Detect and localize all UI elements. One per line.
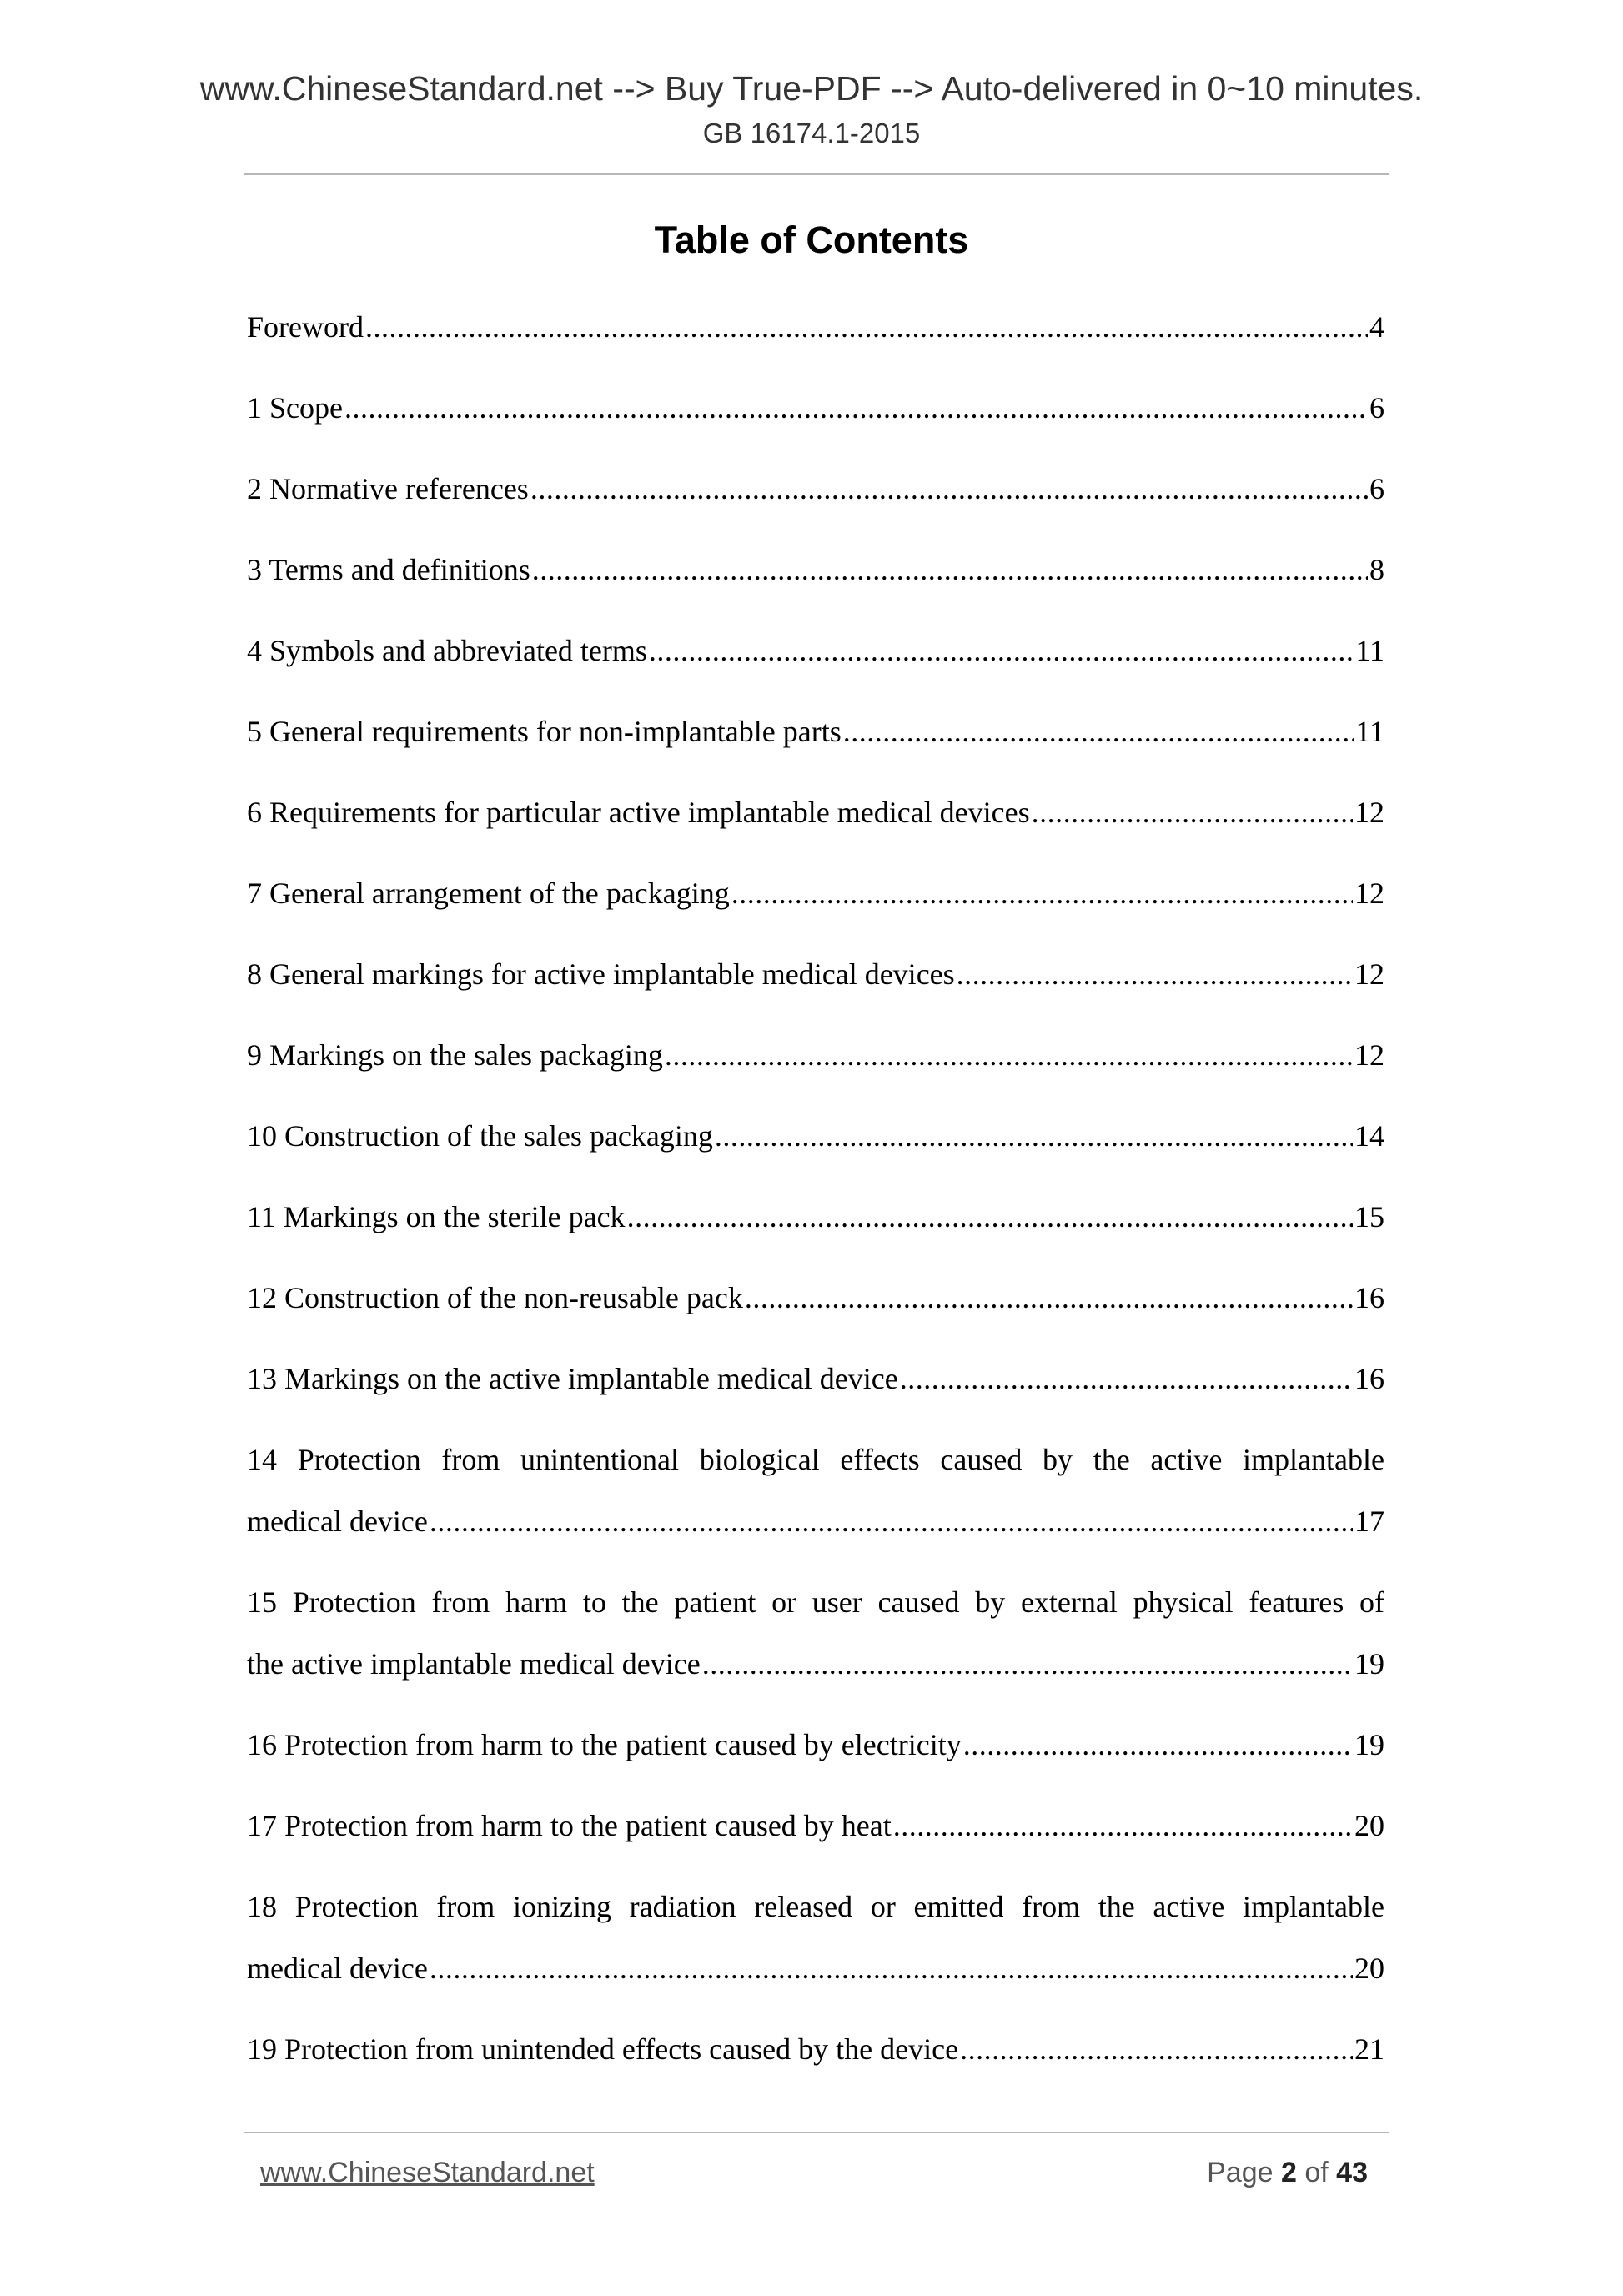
- footer-divider: [244, 2132, 1389, 2133]
- dot-leader: [649, 629, 1354, 672]
- toc-entry-row: [247, 2027, 1384, 2071]
- toc-entry-row: [247, 1500, 1384, 1543]
- dot-leader: [627, 1195, 1353, 1238]
- toc-entry[interactable]: [247, 952, 1384, 996]
- toc-entry-title: 16 Protection from harm to the patient caused by electricity: [247, 1728, 962, 1761]
- toc-entry[interactable]: [247, 386, 1384, 430]
- dot-leader: [963, 1723, 1353, 1766]
- dot-leader: [532, 548, 1368, 591]
- toc-entry-page-number: 12: [1354, 1038, 1384, 1072]
- toc-entry[interactable]: [247, 305, 1384, 349]
- toc-entry-page-number: 4: [1369, 310, 1384, 344]
- dot-leader: [715, 1114, 1353, 1158]
- toc-entry[interactable]: [247, 629, 1384, 672]
- toc-entry-title: the active implantable medical device: [247, 1647, 701, 1681]
- toc-entry-title: 8 General markings for active implantable medical devices: [247, 957, 955, 991]
- toc-entry-row: [247, 1723, 1384, 1766]
- toc-entry-page-number: 20: [1354, 1952, 1384, 1985]
- toc-entry[interactable]: [247, 1723, 1384, 1766]
- toc-entry-page-number: 19: [1354, 1728, 1384, 1761]
- dot-leader: [1032, 791, 1353, 834]
- toc-entry-row: [247, 548, 1384, 591]
- toc-entry-text-line: 15 Protection from harm to the patient or user caused by external physical features of: [247, 1585, 1384, 1619]
- toc-entry-page-number: 11: [1355, 634, 1384, 667]
- toc-entry[interactable]: [247, 467, 1384, 510]
- toc-entry-row: [247, 791, 1384, 834]
- toc-entry-page-number: 6: [1369, 472, 1384, 505]
- toc-entry[interactable]: [247, 791, 1384, 834]
- toc-entry-title: 2 Normative references: [247, 472, 529, 505]
- dot-leader: [430, 1500, 1353, 1543]
- toc-entry-page-number: 16: [1354, 1281, 1384, 1314]
- dot-leader: [530, 467, 1368, 510]
- page-current: 2: [1280, 2157, 1297, 2188]
- toc-entry-text-line: 18 Protection from ionizing radiation released or emitted from the active implantable: [247, 1890, 1384, 1923]
- toc-entry-page-number: 12: [1354, 877, 1384, 910]
- toc-entry-page-number: 19: [1354, 1647, 1384, 1681]
- table-of-contents: [247, 305, 1384, 2108]
- toc-entry-row: [247, 1114, 1384, 1158]
- dot-leader: [665, 1033, 1353, 1077]
- toc-entry-page-number: 12: [1354, 957, 1384, 991]
- toc-entry-title: 1 Scope: [247, 391, 343, 425]
- toc-entry-page-number: 14: [1354, 1119, 1384, 1153]
- toc-entry-row: [247, 952, 1384, 996]
- header-banner: www.ChineseStandard.net --> Buy True-PDF --> Auto-delivered in 0~10 minutes.: [199, 69, 1424, 108]
- toc-entry-page-number: 11: [1355, 715, 1384, 748]
- toc-entry-title: medical device: [247, 1505, 428, 1538]
- toc-entry-page-number: 17: [1354, 1505, 1384, 1538]
- dot-leader: [365, 305, 1368, 349]
- toc-entry[interactable]: [247, 1438, 1384, 1543]
- toc-entry[interactable]: [247, 548, 1384, 591]
- toc-entry-row: [247, 386, 1384, 430]
- dot-leader: [843, 710, 1354, 753]
- toc-entry[interactable]: [247, 1580, 1384, 1686]
- footer-website-link[interactable]: www.ChineseStandard.net: [260, 2157, 595, 2188]
- toc-entry[interactable]: [247, 1804, 1384, 1847]
- toc-entry-title: 5 General requirements for non-implantable parts: [247, 715, 842, 748]
- toc-entry-row: [247, 1947, 1384, 1990]
- toc-entry[interactable]: [247, 1195, 1384, 1238]
- header-divider: [244, 173, 1389, 175]
- toc-entry[interactable]: [247, 710, 1384, 753]
- toc-entry-title: 19 Protection from unintended effects caused by the device: [247, 2032, 959, 2066]
- toc-entry-row: [247, 305, 1384, 349]
- toc-entry-row: [247, 1276, 1384, 1319]
- toc-entry-text-line: 14 Protection from unintentional biological effects caused by the active implantable: [247, 1443, 1384, 1476]
- toc-entry-row: [247, 1195, 1384, 1238]
- toc-entry-title: Foreword: [247, 310, 364, 344]
- dot-leader: [745, 1276, 1353, 1319]
- dot-leader: [900, 1357, 1353, 1400]
- toc-entry-title: 10 Construction of the sales packaging: [247, 1119, 713, 1153]
- toc-entry[interactable]: [247, 1033, 1384, 1077]
- toc-entry-page-number: 15: [1354, 1200, 1384, 1233]
- toc-entry-title: 4 Symbols and abbreviated terms: [247, 634, 647, 667]
- dot-leader: [344, 386, 1368, 430]
- toc-entry-title: 7 General arrangement of the packaging: [247, 877, 730, 910]
- page-header: [0, 65, 1623, 153]
- toc-entry-title: 3 Terms and definitions: [247, 553, 530, 586]
- toc-entry[interactable]: [247, 1357, 1384, 1400]
- toc-entry-title: 17 Protection from harm to the patient caused by heat: [247, 1809, 892, 1842]
- toc-entry-row: [247, 872, 1384, 915]
- toc-entry-page-number: 8: [1369, 553, 1384, 586]
- page-total: 43: [1336, 2157, 1368, 2188]
- dot-leader: [430, 1947, 1353, 1990]
- dot-leader: [702, 1642, 1353, 1686]
- toc-entry-row: [247, 1357, 1384, 1400]
- toc-entry[interactable]: [247, 1276, 1384, 1319]
- toc-entry-row: [247, 467, 1384, 510]
- toc-entry-title: 12 Construction of the non-reusable pack: [247, 1281, 743, 1314]
- toc-entry-page-number: 21: [1354, 2032, 1384, 2066]
- page-prefix: Page: [1207, 2157, 1274, 2188]
- toc-entry-row: [247, 710, 1384, 753]
- toc-entry-title: 9 Markings on the sales packaging: [247, 1038, 663, 1072]
- toc-entry-title: 11 Markings on the sterile pack: [247, 1200, 626, 1233]
- dot-leader: [960, 2027, 1353, 2071]
- page-title: Table of Contents: [654, 219, 969, 261]
- toc-entry-page-number: 20: [1354, 1809, 1384, 1842]
- page-footer: [0, 2150, 1623, 2195]
- dot-leader: [893, 1804, 1353, 1847]
- toc-entry[interactable]: [247, 1114, 1384, 1158]
- toc-entry[interactable]: [247, 1885, 1384, 1990]
- toc-entry-row: [247, 1033, 1384, 1077]
- document-number: GB 16174.1-2015: [702, 118, 921, 148]
- toc-entry[interactable]: [247, 2027, 1384, 2071]
- toc-entry-title: 13 Markings on the active implantable medical device: [247, 1362, 898, 1395]
- toc-entry-page-number: 6: [1369, 391, 1384, 425]
- dot-leader: [731, 872, 1353, 915]
- toc-entry-page-number: 16: [1354, 1362, 1384, 1395]
- toc-entry-page-number: 12: [1354, 796, 1384, 829]
- toc-entry-row: [247, 629, 1384, 672]
- toc-entry-row: [247, 1642, 1384, 1686]
- dot-leader: [957, 952, 1353, 996]
- toc-entry[interactable]: [247, 872, 1384, 915]
- toc-entry-title: 6 Requirements for particular active implantable medical devices: [247, 796, 1030, 829]
- page-number: [1207, 2150, 1368, 2195]
- toc-entry-title: medical device: [247, 1952, 428, 1985]
- toc-entry-row: [247, 1804, 1384, 1847]
- page-of: of: [1304, 2157, 1329, 2188]
